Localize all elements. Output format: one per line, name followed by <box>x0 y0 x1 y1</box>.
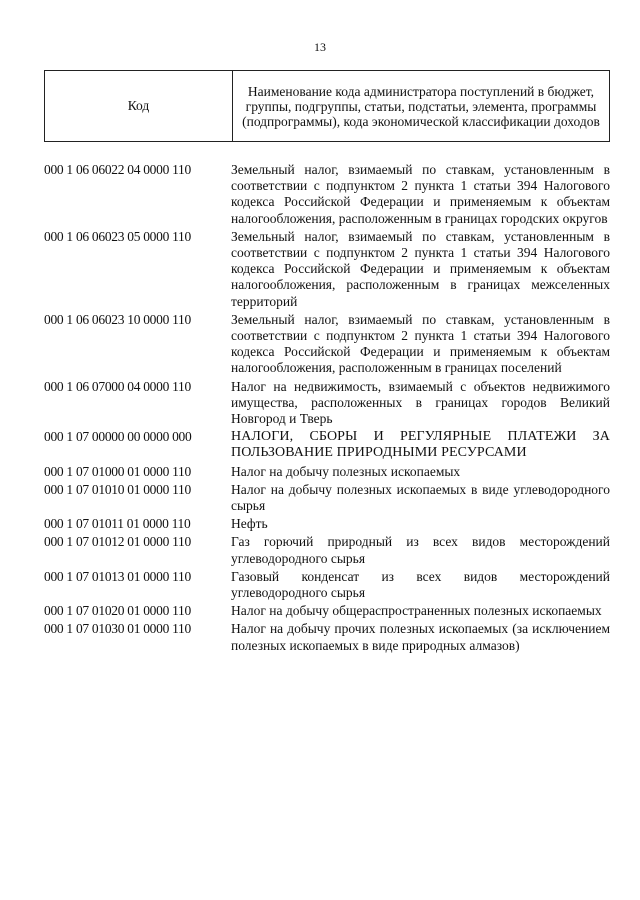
row-code: 000 1 07 01012 01 0000 110 <box>44 534 191 550</box>
row-code: 000 1 06 06022 04 0000 110 <box>44 162 191 177</box>
row-name: НАЛОГИ, СБОРЫ И РЕГУЛЯРНЫЕ ПЛАТЕЖИ ЗА ПОЛЬЗОВАНИЕ ПРИРОДНЫМИ РЕСУРСАМИ <box>231 429 610 461</box>
row-name: Налог на недвижимость, взимаемый с объектов недвижимого имущества, расположенных в границах городов Великий Новгород и Тверь <box>231 378 610 427</box>
row-code: 000 1 06 06023 05 0000 110 <box>44 228 191 244</box>
table-header <box>44 70 610 142</box>
table-row <box>44 603 610 619</box>
row-name: Земельный налог, взимаемый по ставкам, установленным в соответствии с подпунктом 2 пункта 1 статьи 394 Налогового кодекса Российской Федерации и применяемым к объектам налогообложения, расположенным в границах поселений <box>231 311 610 376</box>
row-name: Налог на добычу общераспространенных полезных ископаемых <box>231 603 602 619</box>
row-name: Газовый конденсат из всех видов месторождений углеводородного сырья <box>231 568 610 601</box>
row-name: Налог на добычу полезных ископаемых в виде углеводородного сырья <box>231 481 610 514</box>
row-name: Земельный налог, взимаемый по ставкам, установленным в соответствии с подпунктом 2 пункта 1 статьи 394 Налогового кодекса Российской Федерации и применяемым к объектам налогообложения, расположенным в границах городских округов <box>231 162 610 226</box>
table-row <box>44 379 610 428</box>
row-name: Нефть <box>231 516 268 532</box>
row-code: 000 1 07 01030 01 0000 110 <box>44 621 191 637</box>
header-name-cell: Наименование кода администратора поступлений в бюджет, группы, подгруппы, статьи, подстатьи, элемента, программы (подпрограммы), кода экономической классификации доходов <box>242 83 600 129</box>
row-name: Земельный налог, взимаемый по ставкам, установленным в соответствии с подпунктом 2 пункта 1 статьи 394 Налогового кодекса Российской Федерации и применяемым к объектам налогообложения, расположенным в границах межселенных территорий <box>231 228 610 309</box>
row-code: 000 1 07 01011 01 0000 110 <box>44 516 191 532</box>
header-code-cell: Код <box>45 71 233 141</box>
table-row <box>44 162 610 227</box>
table-row <box>44 312 610 377</box>
row-name: Налог на добычу полезных ископаемых <box>231 463 461 479</box>
table-row <box>44 229 610 310</box>
table-row <box>44 569 610 601</box>
row-name: Газ горючий природный из всех видов месторождений углеводородного сырья <box>231 534 610 566</box>
table-row-section-heading <box>44 429 610 461</box>
row-code: 000 1 07 01020 01 0000 110 <box>44 603 191 619</box>
row-code: 000 1 06 06023 10 0000 110 <box>44 311 191 327</box>
table-row <box>44 621 610 653</box>
page-number: 13 <box>314 40 326 54</box>
row-code: 000 1 07 01010 01 0000 110 <box>44 481 191 497</box>
table-row <box>44 464 610 480</box>
row-name: Налог на добычу прочих полезных ископаемых (за исключением полезных ископаемых в виде природных алмазов) <box>231 621 610 653</box>
row-code: 000 1 07 01013 01 0000 110 <box>44 568 191 584</box>
table-row <box>44 516 610 532</box>
row-code: 000 1 07 00000 00 0000 000 <box>44 429 192 445</box>
table-row <box>44 534 610 566</box>
row-code: 000 1 07 01000 01 0000 110 <box>44 463 191 479</box>
row-code: 000 1 06 07000 04 0000 110 <box>44 378 191 394</box>
table-body <box>44 162 610 656</box>
table-row <box>44 482 610 514</box>
